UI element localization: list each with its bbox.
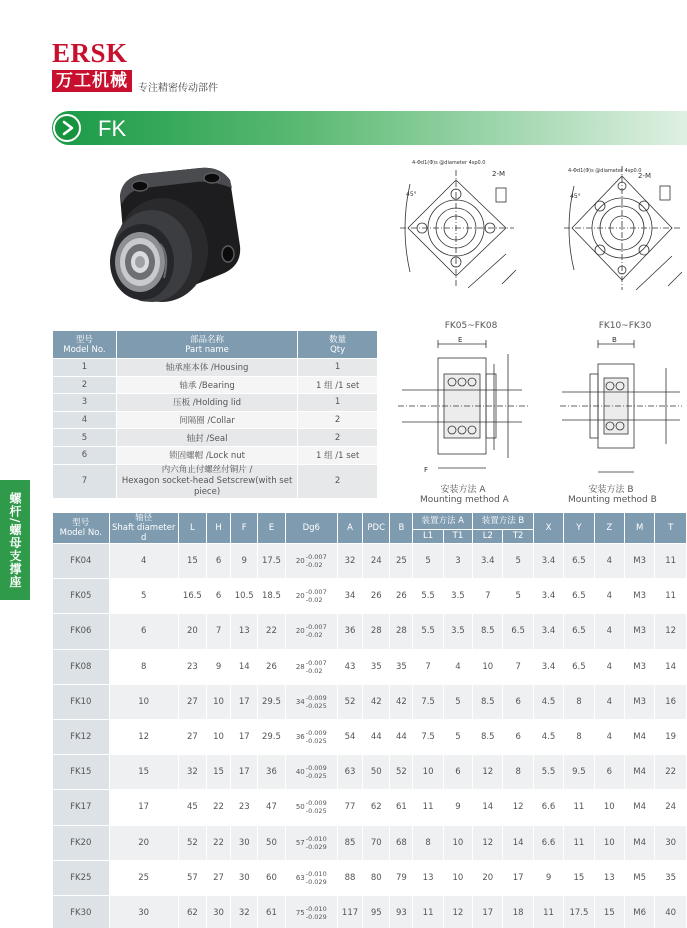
spec-cell-d: 8 [109, 649, 178, 684]
spec-cell-dg6: 20 -0.007 -0.02 [285, 614, 337, 649]
spec-cell-dg6: 28 -0.007 -0.02 [285, 649, 337, 684]
drawing-angle-a: 45° [406, 191, 417, 198]
spec-cell-b: 44 [390, 719, 413, 754]
spec-cell-b: 68 [390, 825, 413, 860]
spec-cell-l: 45 [178, 790, 206, 825]
spec-cell-pdc: 80 [363, 860, 390, 895]
spec-cell-t2: 12 [503, 790, 533, 825]
spec-row [53, 755, 687, 790]
parts-row: 6 锁固螺帽 /Lock nut 1 组 /1 set [53, 446, 378, 464]
spec-cell-e: 17.5 [258, 544, 285, 579]
spec-cell-t: 16 [655, 684, 687, 719]
spec-cell-t: 24 [655, 790, 687, 825]
spec-cell-model: FK17 [53, 790, 110, 825]
drawing-dim-2m-a: 2-M [492, 170, 506, 178]
spec-cell-l: 20 [178, 614, 206, 649]
spec-cell-l2: 17 [473, 895, 503, 928]
spec-col-shaft: 轴径 Shaft diameter d [109, 513, 178, 544]
parts-row: 1 轴承座本体 /Housing 1 [53, 359, 378, 377]
spec-cell-t: 22 [655, 755, 687, 790]
spec-cell-z: 15 [594, 895, 624, 928]
drawing-note-a: 4-Φd1(Φ)s @diameter 4sp0.0 [412, 160, 486, 166]
spec-cell-e: 18.5 [258, 579, 285, 614]
spec-cell-dg6: 57 -0.010 -0.029 [285, 825, 337, 860]
spec-cell-b: 93 [390, 895, 413, 928]
spec-cell-h: 15 [207, 755, 231, 790]
spec-cell-t2: 7 [503, 649, 533, 684]
spec-cell-t: 40 [655, 895, 687, 928]
spec-cell-dg6: 75 -0.010 -0.029 [285, 895, 337, 928]
spec-cell-e: 61 [258, 895, 285, 928]
spec-cell-t2: 17 [503, 860, 533, 895]
spec-cell-l: 32 [178, 755, 206, 790]
spec-cell-m: M3 [624, 544, 654, 579]
spec-cell-e: 36 [258, 755, 285, 790]
spec-cell-m: M3 [624, 579, 654, 614]
spec-cell-dg6: 34 -0.009 -0.025 [285, 684, 337, 719]
spec-cell-dg6: 40 -0.009 -0.025 [285, 755, 337, 790]
spec-cell-t: 35 [655, 860, 687, 895]
spec-cell-t: 11 [655, 579, 687, 614]
spec-cell-model: FK04 [53, 544, 110, 579]
spec-cell-t2: 14 [503, 825, 533, 860]
parts-col-name: 部品名称 Part name [116, 331, 297, 359]
spec-cell-e: 22 [258, 614, 285, 649]
spec-row [53, 895, 687, 928]
spec-cell-e: 29.5 [258, 719, 285, 754]
parts-row: 7 内六角止付螺丝付铜片 / Hexagon socket-head Setscrew(with set piece) 2 [53, 464, 378, 498]
spec-cell-f: 13 [231, 614, 258, 649]
spec-cell-z: 4 [594, 684, 624, 719]
spec-row [53, 860, 687, 895]
spec-cell-a: 32 [337, 544, 362, 579]
spec-cell-d: 5 [109, 579, 178, 614]
spec-cell-t1: 6 [443, 755, 472, 790]
spec-cell-t1: 4 [443, 649, 472, 684]
spec-col-Z: Z [594, 513, 624, 544]
spec-cell-l2: 12 [473, 755, 503, 790]
front-view-drawing-fk05-fk08 [398, 158, 520, 318]
spec-cell-pdc: 62 [363, 790, 390, 825]
spec-col-T1: T1 [443, 529, 472, 543]
drawing-note-b: 4-Φd1(Φ)s @diameter 4sp0.0 [568, 168, 642, 174]
spec-col-L2: L2 [473, 529, 503, 543]
spec-cell-pdc: 24 [363, 544, 390, 579]
spec-cell-e: 26 [258, 649, 285, 684]
spec-col-model: 型号 Model No. [53, 513, 110, 544]
spec-cell-a: 88 [337, 860, 362, 895]
spec-col-L: L [178, 513, 206, 544]
spec-cell-l2: 12 [473, 825, 503, 860]
spec-cell-x: 5.5 [533, 755, 563, 790]
spec-cell-model: FK20 [53, 825, 110, 860]
spec-cell-x: 11 [533, 895, 563, 928]
spec-cell-f: 9 [231, 544, 258, 579]
spec-cell-d: 12 [109, 719, 178, 754]
parts-row: 2 轴承 /Bearing 1 组 /1 set [53, 376, 378, 394]
spec-cell-h: 10 [207, 684, 231, 719]
spec-cell-x: 4.5 [533, 684, 563, 719]
spec-cell-pdc: 35 [363, 649, 390, 684]
spec-cell-y: 15 [564, 860, 594, 895]
spec-cell-a: 43 [337, 649, 362, 684]
spec-cell-m: M4 [624, 755, 654, 790]
spec-col-E: E [258, 513, 285, 544]
spec-cell-l: 62 [178, 895, 206, 928]
svg-text:F: F [424, 466, 429, 474]
spec-cell-d: 4 [109, 544, 178, 579]
spec-col-F: F [231, 513, 258, 544]
spec-cell-d: 25 [109, 860, 178, 895]
section-view-mounting-b [560, 334, 684, 486]
side-category-tab[interactable]: 螺杆/螺母支撑座 [0, 480, 30, 600]
spec-cell-l1: 7.5 [413, 684, 443, 719]
spec-cell-a: 54 [337, 719, 362, 754]
spec-cell-m: M4 [624, 719, 654, 754]
spec-cell-z: 10 [594, 825, 624, 860]
spec-col-B: B [390, 513, 413, 544]
spec-cell-m: M4 [624, 790, 654, 825]
spec-cell-dg6: 50 -0.009 -0.025 [285, 790, 337, 825]
spec-cell-t2: 6 [503, 684, 533, 719]
spec-cell-y: 9.5 [564, 755, 594, 790]
spec-cell-t2: 6.5 [503, 614, 533, 649]
spec-cell-t: 19 [655, 719, 687, 754]
spec-cell-l1: 5 [413, 544, 443, 579]
spec-cell-x: 3.4 [533, 614, 563, 649]
spec-cell-pdc: 70 [363, 825, 390, 860]
spec-cell-model: FK15 [53, 755, 110, 790]
spec-cell-m: M6 [624, 895, 654, 928]
spec-cell-m: M5 [624, 860, 654, 895]
spec-cell-t: 14 [655, 649, 687, 684]
spec-cell-l1: 8 [413, 825, 443, 860]
brand-logo-latin: ERSK [52, 38, 128, 68]
spec-cell-h: 10 [207, 719, 231, 754]
spec-cell-x: 4.5 [533, 719, 563, 754]
spec-cell-e: 60 [258, 860, 285, 895]
spec-cell-h: 7 [207, 614, 231, 649]
spec-cell-y: 8 [564, 684, 594, 719]
spec-cell-a: 36 [337, 614, 362, 649]
spec-row [53, 649, 687, 684]
spec-cell-l: 57 [178, 860, 206, 895]
spec-cell-dg6: 36 -0.009 -0.025 [285, 719, 337, 754]
spec-cell-y: 6.5 [564, 649, 594, 684]
spec-row [53, 790, 687, 825]
spec-cell-y: 17.5 [564, 895, 594, 928]
spec-cell-l1: 13 [413, 860, 443, 895]
spec-cell-l2: 10 [473, 649, 503, 684]
spec-cell-t2: 18 [503, 895, 533, 928]
spec-cell-a: 63 [337, 755, 362, 790]
spec-cell-t1: 3.5 [443, 579, 472, 614]
spec-cell-model: FK12 [53, 719, 110, 754]
spec-cell-t1: 3.5 [443, 614, 472, 649]
mounting-b-caption: 安装方法 B Mounting method B [568, 485, 657, 505]
spec-cell-f: 23 [231, 790, 258, 825]
spec-cell-l2: 20 [473, 860, 503, 895]
parts-col-qty: 数量 Qty [298, 331, 378, 359]
spec-cell-l1: 7.5 [413, 719, 443, 754]
spec-row [53, 544, 687, 579]
spec-cell-x: 6.6 [533, 790, 563, 825]
spec-cell-a: 77 [337, 790, 362, 825]
spec-cell-d: 6 [109, 614, 178, 649]
spec-cell-b: 25 [390, 544, 413, 579]
spec-cell-b: 42 [390, 684, 413, 719]
spec-cell-l1: 5.5 [413, 579, 443, 614]
spec-cell-z: 4 [594, 614, 624, 649]
spec-cell-h: 22 [207, 825, 231, 860]
spec-row [53, 825, 687, 860]
spec-cell-y: 6.5 [564, 614, 594, 649]
spec-cell-t: 30 [655, 825, 687, 860]
spec-cell-model: FK06 [53, 614, 110, 649]
spec-cell-z: 4 [594, 649, 624, 684]
spec-cell-t: 11 [655, 544, 687, 579]
spec-cell-b: 35 [390, 649, 413, 684]
spec-cell-x: 3.4 [533, 579, 563, 614]
spec-col-L1: L1 [413, 529, 443, 543]
spec-col-mount-a: 装置方法 A [413, 513, 473, 530]
parts-table [52, 330, 378, 499]
spec-cell-f: 17 [231, 755, 258, 790]
spec-cell-model: FK25 [53, 860, 110, 895]
spec-cell-b: 52 [390, 755, 413, 790]
spec-cell-dg6: 63 -0.010 -0.029 [285, 860, 337, 895]
spec-cell-t1: 3 [443, 544, 472, 579]
spec-cell-z: 10 [594, 790, 624, 825]
spec-cell-t: 12 [655, 614, 687, 649]
spec-cell-l: 27 [178, 684, 206, 719]
spec-cell-m: M3 [624, 649, 654, 684]
spec-cell-t1: 9 [443, 790, 472, 825]
front-view-drawing-fk10-fk30 [560, 158, 684, 318]
spec-cell-h: 30 [207, 895, 231, 928]
spec-cell-model: FK08 [53, 649, 110, 684]
spec-cell-l1: 10 [413, 755, 443, 790]
spec-cell-h: 9 [207, 649, 231, 684]
spec-cell-pdc: 44 [363, 719, 390, 754]
spec-cell-t1: 5 [443, 684, 472, 719]
spec-col-T: T [655, 513, 687, 544]
spec-cell-z: 4 [594, 579, 624, 614]
spec-cell-f: 14 [231, 649, 258, 684]
spec-cell-t1: 5 [443, 719, 472, 754]
spec-cell-y: 6.5 [564, 544, 594, 579]
spec-cell-dg6: 20 -0.007 -0.02 [285, 579, 337, 614]
spec-col-T2: T2 [503, 529, 533, 543]
parts-row: 3 压板 /Holding lid 1 [53, 394, 378, 412]
spec-cell-b: 26 [390, 579, 413, 614]
spec-cell-l: 52 [178, 825, 206, 860]
parts-row: 5 轴封 /Seal 2 [53, 429, 378, 447]
spec-col-M: M [624, 513, 654, 544]
drawing-angle-b: 45° [570, 193, 581, 200]
spec-cell-pdc: 50 [363, 755, 390, 790]
spec-cell-a: 117 [337, 895, 362, 928]
drawing-dim-2m-b: 2-M [638, 172, 652, 180]
spec-col-A: A [337, 513, 362, 544]
spec-cell-m: M4 [624, 825, 654, 860]
spec-cell-e: 47 [258, 790, 285, 825]
spec-cell-l: 15 [178, 544, 206, 579]
spec-cell-l1: 11 [413, 895, 443, 928]
spec-cell-t1: 12 [443, 895, 472, 928]
spec-cell-f: 10.5 [231, 579, 258, 614]
spec-cell-model: FK05 [53, 579, 110, 614]
spec-cell-y: 8 [564, 719, 594, 754]
spec-cell-t2: 6 [503, 719, 533, 754]
drawing-caption-fk10-fk30: FK10~FK30 [598, 321, 652, 331]
spec-cell-t2: 5 [503, 544, 533, 579]
spec-row [53, 614, 687, 649]
section-title-bar [52, 111, 687, 145]
spec-cell-model: FK10 [53, 684, 110, 719]
spec-cell-z: 4 [594, 544, 624, 579]
spec-cell-l2: 14 [473, 790, 503, 825]
brand-slogan: 专注精密传动部件 [138, 83, 218, 94]
play-arrow-icon [53, 114, 81, 142]
spec-cell-d: 10 [109, 684, 178, 719]
spec-cell-m: M3 [624, 684, 654, 719]
spec-cell-dg6: 20 -0.007 -0.02 [285, 544, 337, 579]
spec-cell-pdc: 26 [363, 579, 390, 614]
spec-cell-x: 3.4 [533, 649, 563, 684]
spec-cell-t2: 5 [503, 579, 533, 614]
brand-logo-cn: 万工机械 [52, 70, 132, 92]
spec-cell-f: 17 [231, 719, 258, 754]
spec-cell-x: 6.6 [533, 825, 563, 860]
svg-text:B: B [612, 336, 617, 344]
svg-text:E: E [458, 336, 463, 344]
spec-cell-x: 3.4 [533, 544, 563, 579]
spec-cell-h: 6 [207, 544, 231, 579]
spec-cell-b: 61 [390, 790, 413, 825]
section-title: FK [98, 116, 127, 141]
drawing-caption-fk05-fk08: FK05~FK08 [444, 321, 498, 331]
spec-cell-f: 30 [231, 825, 258, 860]
spec-cell-t1: 10 [443, 860, 472, 895]
spec-cell-z: 6 [594, 755, 624, 790]
spec-cell-f: 32 [231, 895, 258, 928]
spec-row [53, 579, 687, 614]
spec-cell-l2: 3.4 [473, 544, 503, 579]
spec-cell-d: 15 [109, 755, 178, 790]
spec-cell-f: 30 [231, 860, 258, 895]
spec-col-mount-b: 装置方法 B [473, 513, 534, 530]
spec-cell-l: 16.5 [178, 579, 206, 614]
mounting-a-caption: 安装方法 A Mounting method A [420, 485, 509, 505]
spec-cell-x: 9 [533, 860, 563, 895]
spec-cell-e: 29.5 [258, 684, 285, 719]
spec-cell-b: 28 [390, 614, 413, 649]
spec-cell-e: 50 [258, 825, 285, 860]
spec-cell-model: FK30 [53, 895, 110, 928]
spec-cell-h: 22 [207, 790, 231, 825]
spec-col-Y: Y [564, 513, 594, 544]
spec-cell-b: 79 [390, 860, 413, 895]
spec-cell-d: 17 [109, 790, 178, 825]
spec-cell-l2: 8.5 [473, 719, 503, 754]
spec-cell-l2: 7 [473, 579, 503, 614]
spec-cell-l1: 11 [413, 790, 443, 825]
spec-cell-a: 85 [337, 825, 362, 860]
spec-cell-pdc: 42 [363, 684, 390, 719]
spec-col-X: X [533, 513, 563, 544]
spec-col-H: H [207, 513, 231, 544]
spec-row [53, 719, 687, 754]
spec-cell-l2: 8.5 [473, 684, 503, 719]
spec-cell-a: 52 [337, 684, 362, 719]
spec-cell-t2: 8 [503, 755, 533, 790]
spec-col-Dg6: Dg6 [285, 513, 337, 544]
spec-cell-h: 27 [207, 860, 231, 895]
product-photo [100, 158, 250, 316]
spec-cell-z: 13 [594, 860, 624, 895]
section-view-mounting-a [398, 334, 532, 486]
parts-row: 4 间隔圈 /Collar 2 [53, 411, 378, 429]
parts-col-model: 型号 Model No. [53, 331, 117, 359]
spec-cell-l: 23 [178, 649, 206, 684]
spec-cell-d: 20 [109, 825, 178, 860]
spec-cell-m: M3 [624, 614, 654, 649]
dimension-spec-table [52, 512, 687, 928]
spec-cell-pdc: 95 [363, 895, 390, 928]
spec-cell-f: 17 [231, 684, 258, 719]
spec-cell-t1: 10 [443, 825, 472, 860]
spec-cell-l1: 7 [413, 649, 443, 684]
spec-cell-l2: 8.5 [473, 614, 503, 649]
spec-cell-l1: 5.5 [413, 614, 443, 649]
spec-cell-h: 6 [207, 579, 231, 614]
spec-cell-y: 11 [564, 790, 594, 825]
spec-cell-z: 4 [594, 719, 624, 754]
spec-cell-d: 30 [109, 895, 178, 928]
spec-cell-a: 34 [337, 579, 362, 614]
spec-row [53, 684, 687, 719]
spec-cell-l: 27 [178, 719, 206, 754]
spec-col-PDC: PDC [363, 513, 390, 544]
spec-cell-y: 6.5 [564, 579, 594, 614]
spec-cell-pdc: 28 [363, 614, 390, 649]
spec-cell-y: 11 [564, 825, 594, 860]
